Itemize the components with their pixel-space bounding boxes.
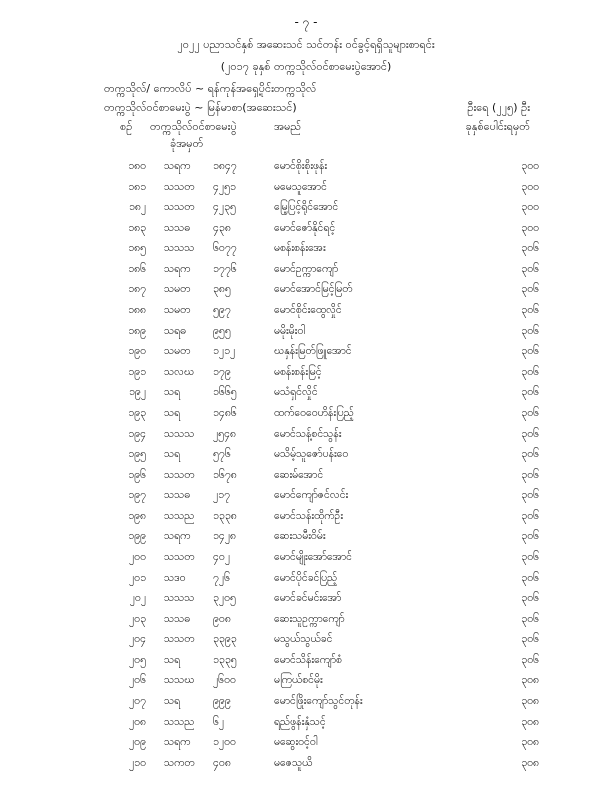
roll-number: ၂၆၀၀ [213,674,236,687]
roll-prefix: သရ [164,386,181,399]
roll-number: ၁၆၇၈ [213,468,237,481]
roll-number: ၅၇၆ [213,448,231,461]
row-number: ၁၈၇ [128,283,146,296]
roll-number: ၆၂ [213,715,225,728]
row-number: ၁၉၅ [128,448,146,461]
student-name: မောင်သန့်စင်သွန်း [274,427,342,440]
row-number: ၂၀၄ [129,633,146,646]
row-number: ၂၀၃ [129,612,146,625]
row-number: ၂၁၀ [129,756,146,769]
roll-number: ၄၂၅၁ [213,180,236,193]
roll-prefix: သမတ [164,345,191,358]
student-name: ရည်ဖွန်းနှံသင့် [274,715,326,728]
student-name: မောင်ဖြိုးကျော်သွင်တုန်း [274,695,363,708]
roll-number: ၁၂၀၀ [213,736,236,749]
roll-prefix: သရက [164,530,191,543]
roll-prefix: သရ [164,695,181,708]
roll-prefix: သကတ [164,756,195,769]
total-mark: ၃၀၆ [521,324,539,337]
table-row [0,654,612,675]
table-row [0,366,612,387]
student-name: မဆွေးဝင့်ဝါ [274,736,318,749]
roll-prefix: သရ [164,448,181,461]
table-row [0,757,612,778]
total-mark: ၃၀၆ [521,468,539,481]
total-mark: ၃၀၆ [521,530,539,543]
row-number: ၁၉၆ [128,468,146,481]
total-mark: ၃၀၆ [521,550,539,563]
row-number: ၁၉၀ [128,345,146,358]
table-row [0,242,612,263]
row-number: ၁၈၉ [128,324,146,337]
roll-prefix: သမတ [164,283,191,296]
student-name: ဃနှန်းမြတ်ဖြူအောင် [274,345,352,358]
table-row [0,201,612,222]
total-mark: ၃၀၆ [521,345,539,358]
roll-prefix: သမတ [164,304,191,317]
table-row [0,407,612,428]
total-mark: ၃၀၀ [521,221,539,234]
roll-prefix: သရက [164,736,191,749]
roll-number: ၄၂၃၅ [213,201,236,214]
roll-prefix: သသည [164,509,195,522]
roll-prefix: သသဓ [164,612,191,625]
total-mark: ၃၀၆ [521,448,539,461]
row-number: ၂၀၀ [129,550,146,563]
roll-prefix: သသသ [164,242,195,255]
student-name: မြေ့ပြင့်ရိုင်အောင် [274,201,339,214]
student-name: မောင်စိုးစိုးဖုန်း [274,160,328,172]
total-mark: ၃၀၆ [521,653,539,666]
total-mark: ၃၀၀ [521,201,539,214]
student-name: မကြယ်စင်မိုး [274,674,323,687]
student-name: ထက်ဝေဝေဟိန်းပြည့် [274,406,354,419]
table-row [0,510,612,531]
total-mark: ၃၀၆ [521,406,539,419]
table-row [0,181,612,202]
total-mark: ၃၀၈ [521,715,539,728]
table-row [0,325,612,346]
total-mark: ၃၀၆ [521,509,539,522]
roll-prefix: သလဃ [164,365,195,378]
table-row [0,592,612,613]
roll-number: ၆၀၇၇ [213,242,237,255]
row-number: ၁၉၉ [128,530,146,543]
table-row [0,386,612,407]
total-mark: ၃၀၆ [521,386,539,399]
total-mark: ၃၀၆ [521,262,539,275]
roll-number: ၁၂၁၂ [213,345,236,358]
roll-prefix: သသသ [164,592,195,605]
roll-prefix: သသတ [164,201,195,214]
roll-number: ၁၈၄၇ [213,160,237,172]
row-number: ၁၈၁ [128,180,146,193]
table-row [0,469,612,490]
roll-number: ၃၈၅ [213,283,231,296]
student-name: ဆေးမ်အောင် [274,468,324,481]
student-name: မောင်စိုင်းထွေလှိုင် [274,304,342,317]
row-number: ၂၀၁ [129,571,146,584]
roll-number: ၉၉၉ [213,695,231,708]
total-mark: ၃၀၈ [521,756,539,769]
roll-number: ၉၀၈ [213,612,231,625]
table-row [0,160,612,181]
table-row [0,551,612,572]
table-row [0,695,612,716]
document-title: ၂၀၂၂ ပညာသင်နှစ် အဆေးသင် သင်တန်း ဝင်ခွင့်ရရှိသူများစာရင်း [177,38,435,51]
row-number: ၁၉၁ [128,365,146,378]
student-name: မသိမ့်သူဇော်ပန်းဝေ [274,448,349,461]
row-number: ၁၈၃ [128,221,146,234]
row-number: ၁၉၇ [128,489,146,502]
row-number: ၁၈၆ [128,262,146,275]
student-name: မသွယ်သွယ်ခင် [274,633,333,646]
row-number: ၂၀၇ [129,695,146,708]
total-mark: ၃၀၆ [521,612,539,625]
row-number: ၂၀၅ [129,653,146,666]
university-line: တက္ကသိုလ်/ ကောလိပ် ~ ရန်ကုန်အရှေ့ပိုင်းတက္ကသိုလ် [104,82,317,95]
student-name: မသံရှင်လှိုင် [274,386,318,399]
student-name: မောင်ဥက္ကာကျော် [274,262,339,275]
total-mark: ၃၀၆ [521,592,539,605]
roll-prefix: သရက [164,262,191,275]
table-row [0,448,612,469]
roll-number: ၂၅၄၈ [213,427,236,440]
roll-number: ၁၇၉ [213,365,231,378]
roll-prefix: သရက [164,160,191,172]
roll-prefix: သဒ၀ [164,571,186,584]
student-list [0,160,612,777]
row-number: ၂၀၈ [128,715,146,728]
column-header-no: စဉ် [120,120,133,133]
total-mark: ၃၀၆ [521,427,539,440]
roll-prefix: သသဃ [164,674,195,687]
total-mark: ၃၀၀ [521,180,539,193]
roll-number: ၁၃၃၅ [213,653,237,666]
roll-prefix: သသည [164,715,195,728]
roll-prefix: သသတ [164,550,195,563]
student-name: မစန်းစန်းအေး [274,242,326,255]
roll-prefix: သသတ [164,633,195,646]
roll-number: ၃၂၀၅ [213,592,236,605]
row-number: ၂၀၉ [129,736,146,749]
row-number: ၁၈၅ [128,242,146,255]
student-name: ဆေးသမီးဝိမ်း [274,530,326,543]
roll-prefix: သသဓ [164,489,191,502]
total-mark: ၃၀၆ [521,283,539,296]
student-name: မမိုးမိုးဝါ [274,324,306,337]
total-mark: ၃၀၈ [521,695,539,708]
roll-prefix: သသသ [164,427,195,440]
roll-number: ၄၀၈ [213,756,231,769]
table-row [0,222,612,243]
row-number: ၁၉၃ [128,406,146,419]
table-row [0,283,612,304]
table-row [0,345,612,366]
table-row [0,428,612,449]
student-name: မဇေသူယိ [274,756,313,769]
student-name: မောင်ကျော်ဇင်လင်း [274,489,349,502]
student-name: မောင်ခင်မင်းအော် [274,592,342,605]
roll-number: ၄၃၈ [213,221,231,234]
total-mark: ၃၀၆ [521,304,539,317]
total-mark: ၃၀၆ [521,365,539,378]
roll-number: ၁၇၇၆ [213,262,237,275]
subject-line: တက္ကသိုလ်ဝင်စာမေးပွဲ ~ မြန်မာစာ(အဆေးသင်) [104,101,297,114]
table-row [0,572,612,593]
total-mark: ၃၀၈ [521,736,539,749]
roll-prefix: သရဓ [164,324,187,337]
table-row [0,633,612,654]
table-row [0,304,612,325]
student-name: မောင်ပိုင်ခင်ပြည့် [274,571,338,584]
student-name: မောင်ဇော်နိုင်ရင့် [274,221,336,234]
roll-number: ၁၆၆၅ [213,386,237,399]
roll-number: ၂၁၇ [213,489,230,502]
document-subtitle: (၂၀၁၇ ခုနှစ် တက္ကသိုလ်ဝင်စာမေးပွဲအောင်) [220,60,392,73]
row-number: ၁၉၈ [128,509,146,522]
roll-number: ၅၉၇ [213,304,231,317]
row-number: ၂၀၆ [129,674,146,687]
row-number: ၁၈၈ [128,304,146,317]
roll-prefix: သရ [164,653,181,666]
roll-number: ၄၀၂ [213,550,230,563]
table-row [0,674,612,695]
total-mark: ၃၀၆ [521,633,539,646]
student-name: မောင်အောင်မြင့်မြတ် [274,283,353,296]
student-name: မောင်သန်းထိုက်ဦး [274,509,344,522]
roll-number: ၉၅၅ [213,324,231,337]
page-number: - ၇ - [294,15,318,29]
roll-prefix: သသတ [164,180,195,193]
roll-prefix: သသတ [164,468,195,481]
quota-line: ဦးရေ (၂၂၅) ဦး [467,101,530,114]
student-name: မောင်မျိုးအော်အောင် [274,550,352,563]
row-number: ၁၈၂ [128,201,146,214]
table-row [0,489,612,510]
roll-number: ၁၄၂၈ [213,530,236,543]
row-number: ၁၉၄ [128,427,146,440]
row-number: ၁၉၂ [129,386,146,399]
row-number: ၂၀၂ [129,592,146,605]
row-number: ၁၈၀ [128,160,146,172]
student-name: မမေသူအောင် [274,180,327,193]
roll-number: ၇၂၆ [213,571,230,584]
table-row [0,263,612,284]
column-header-name: အမည် [274,120,302,133]
total-mark: ၃၀၀ [521,160,539,172]
table-row [0,736,612,757]
total-mark: ၃၀၆ [521,242,539,255]
total-mark: ၃၀၆ [521,571,539,584]
table-row [0,716,612,737]
roll-prefix: သရ [164,406,181,419]
student-name: မောင်သိန်းကျော်စံ [274,653,342,666]
total-mark: ၃၀၈ [521,674,539,687]
roll-number: ၃၃၉၃ [213,633,237,646]
roll-number: ၁၃၃၈ [213,509,237,522]
column-header-roll-number: ခုံအမှတ် [170,137,204,150]
total-mark: ၃၀၆ [521,489,539,502]
roll-prefix: သသဓ [164,221,191,234]
roll-number: ၁၄၈၆ [213,406,237,419]
student-name: ဆေးသူဥက္ကာကျော် [274,612,345,625]
table-row [0,530,612,551]
column-header-roll: တက္ကသိုလ်ဝင်စာမေးပွဲ [150,120,237,133]
table-row [0,613,612,634]
column-header-mark: ခုနှစ်ပေါင်းရမှတ် [465,120,530,133]
student-name: မစန်းစန်းမြင့် [274,365,322,378]
